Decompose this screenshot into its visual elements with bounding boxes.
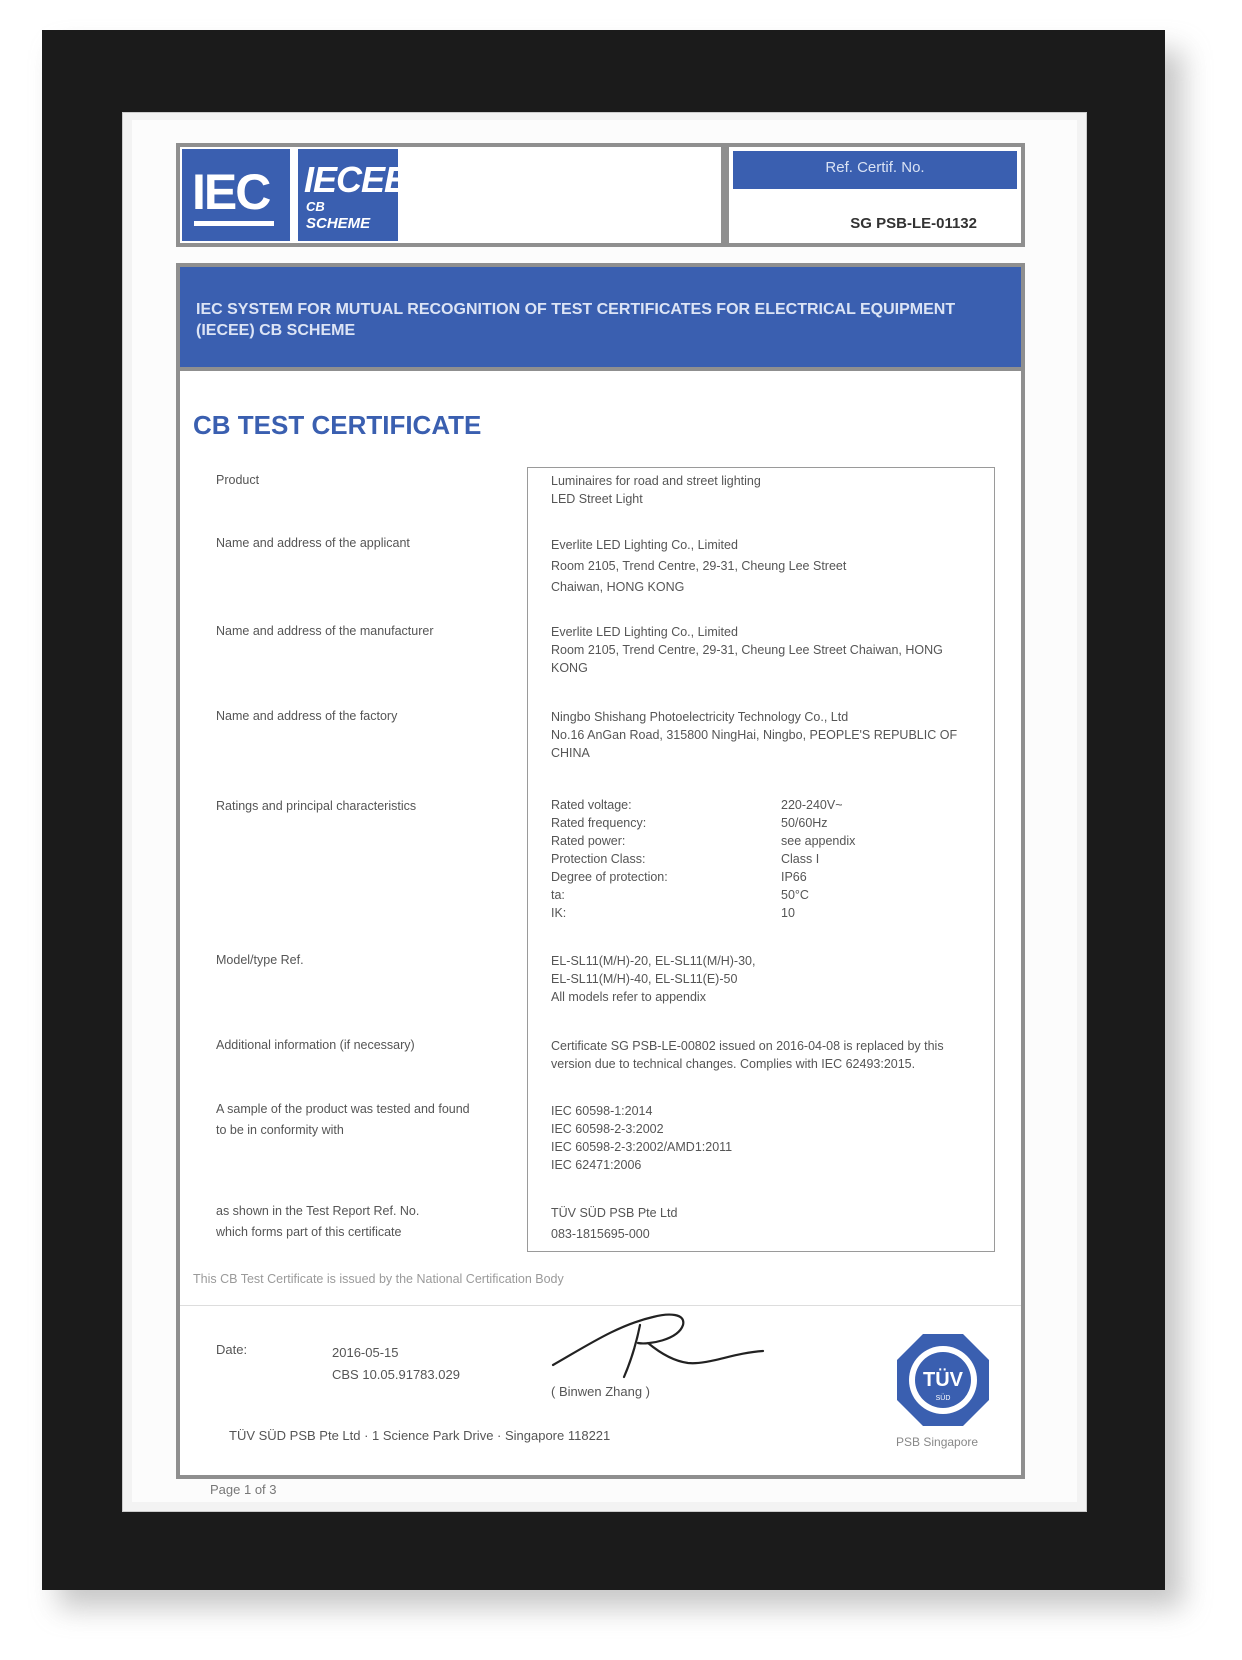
certificate-title: CB TEST CERTIFICATE xyxy=(193,410,482,440)
report-label: as shown in the Test Report Ref. No. which forms part of this certificate xyxy=(216,1204,420,1239)
report-value: TÜV SÜD PSB Pte Ltd 083-1815695-000 xyxy=(551,1206,678,1241)
product-label: Product xyxy=(216,473,260,487)
date-label: Date: xyxy=(216,1342,248,1357)
rating-row xyxy=(551,834,991,852)
factory-label: Name and address of the factory xyxy=(216,709,398,723)
model-label: Model/type Ref. xyxy=(216,953,304,967)
product-value: Luminaires for road and street lighting LED Street Light xyxy=(551,474,761,506)
issuer-address: TÜV SÜD PSB Pte Ltd · 1 Science Park Drive · Singapore 118221 xyxy=(229,1428,611,1443)
rating-row xyxy=(551,870,991,888)
tuv-seal-text: TÜV xyxy=(923,1369,963,1391)
ref-cert-box xyxy=(725,143,1025,247)
date-value: 2016-05-15 xyxy=(332,1345,399,1360)
tuv-seal-sub: SÜD xyxy=(935,1395,951,1402)
rating-value: see appendix xyxy=(781,834,856,848)
ratings-label: Ratings and principal characteristics xyxy=(216,799,417,813)
date-block xyxy=(332,1342,460,1386)
rating-value: 50°C xyxy=(781,888,809,902)
model-value: EL-SL11(M/H)-20, EL-SL11(M/H)-30, EL-SL11(M/H)-40, EL-SL11(E)-50 All models refer to appendix xyxy=(551,954,756,1004)
ref-cert-number: SG PSB-LE-01132 xyxy=(850,215,977,232)
tuv-seal-icon xyxy=(893,1330,993,1430)
additional-label: Additional information (if necessary) xyxy=(216,1038,415,1052)
rating-row xyxy=(551,798,991,816)
rating-key: ta: xyxy=(551,888,565,902)
additional-value: Certificate SG PSB-LE-00802 issued on 2016-04-08 is replaced by this version due to technical changes. Complies with IEC 62493:2015. xyxy=(551,1039,944,1071)
iec-logo-text: IEC xyxy=(192,164,270,220)
rating-value: Class I xyxy=(781,852,820,866)
rating-key: Degree of protection: xyxy=(551,870,668,884)
rating-row xyxy=(551,906,991,924)
rating-row xyxy=(551,888,991,906)
rating-value: 10 xyxy=(781,906,795,920)
rating-key: IK: xyxy=(551,906,567,920)
logo-strip xyxy=(176,143,725,247)
rating-value: 220-240V~ xyxy=(781,798,843,812)
scheme-banner: IEC SYSTEM FOR MUTUAL RECOGNITION OF TEST CERTIFICATES FOR ELECTRICAL EQUIPMENT (IECEE) CB SCHEME xyxy=(176,263,1025,371)
iecee-logo xyxy=(298,149,408,241)
signer-name: ( Binwen Zhang ) xyxy=(551,1384,650,1399)
rating-key: Rated frequency: xyxy=(551,816,647,830)
rating-key: Protection Class: xyxy=(551,852,646,866)
applicant-label: Name and address of the applicant xyxy=(216,536,410,550)
iec-logo-bar xyxy=(194,221,274,226)
ref-cert-label: Ref. Certif. No. xyxy=(733,151,1017,189)
applicant-value: Everlite LED Lighting Co., Limited Room 2105, Trend Centre, 29-31, Cheung Lee Street Chaiwan, HONG KONG xyxy=(551,538,847,594)
signature-icon xyxy=(548,1305,768,1390)
rating-key: Rated power: xyxy=(551,834,626,848)
tuv-caption: PSB Singapore xyxy=(896,1435,979,1449)
iecee-logo-text: IECEE xyxy=(304,159,408,200)
iecee-cb-text: CB xyxy=(306,199,325,214)
issued-note: This CB Test Certificate is issued by the National Certification Body xyxy=(193,1272,564,1286)
rating-value: 50/60Hz xyxy=(781,816,828,830)
cbs-code: CBS 10.05.91783.029 xyxy=(332,1367,460,1382)
manufacturer-label: Name and address of the manufacturer xyxy=(216,624,434,638)
factory-value: Ningbo Shishang Photoelectricity Technology Co., Ltd No.16 AnGan Road, 315800 NingHai, Ningbo, PEOPLE'S REPUBLIC OF CHINA xyxy=(551,710,958,760)
rating-value: IP66 xyxy=(781,870,807,884)
rating-row xyxy=(551,852,991,870)
standards-label: A sample of the product was tested and found to be in conformity with xyxy=(216,1102,470,1137)
manufacturer-value: Everlite LED Lighting Co., Limited Room 2105, Trend Centre, 29-31, Cheung Lee Street Chaiwan, HONG KONG xyxy=(551,625,943,675)
page-number: Page 1 of 3 xyxy=(210,1482,277,1497)
iecee-scheme-text: SCHEME xyxy=(306,215,371,232)
rating-row xyxy=(551,816,991,834)
standards-value: IEC 60598-1:2014 IEC 60598-2-3:2002 IEC 60598-2-3:2002/AMD1:2011 IEC 62471:2006 xyxy=(551,1104,733,1172)
iec-logo xyxy=(182,149,290,241)
rating-key: Rated voltage: xyxy=(551,798,632,812)
